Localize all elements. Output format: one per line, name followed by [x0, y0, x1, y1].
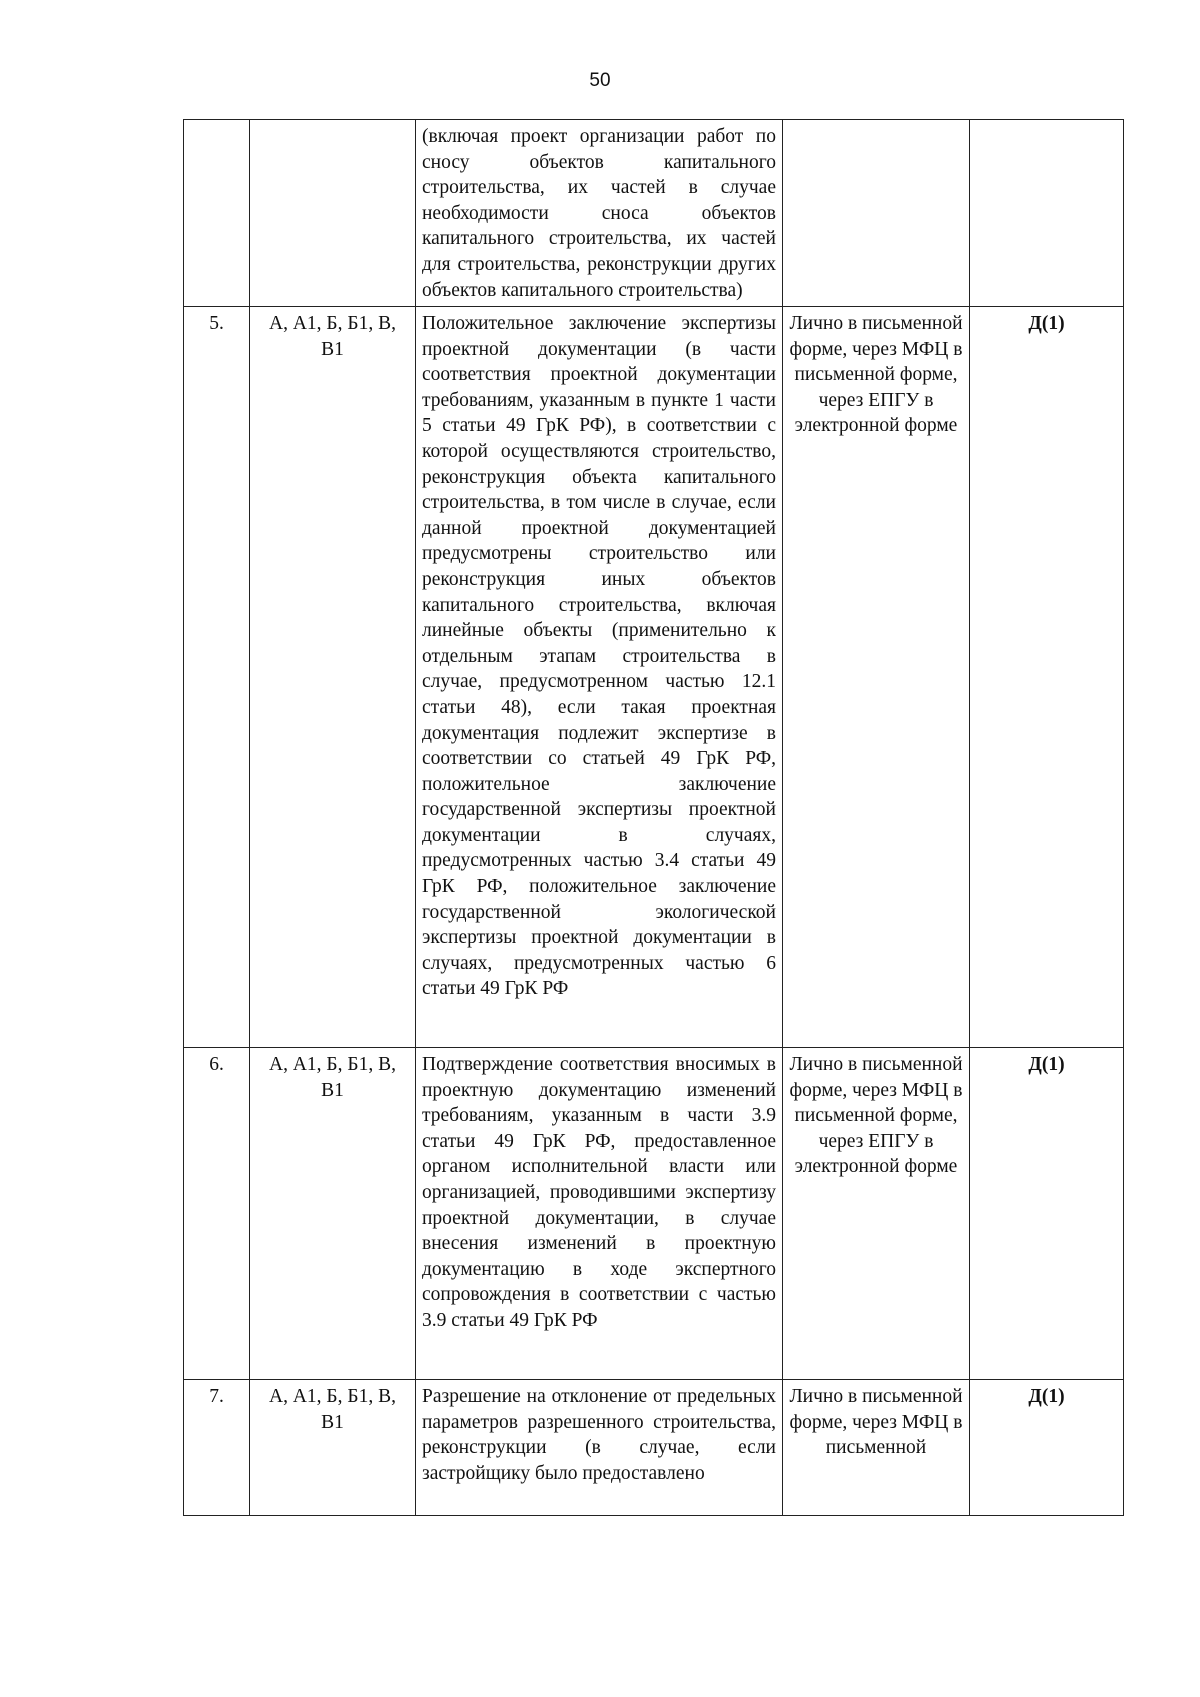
row-code [970, 120, 1124, 307]
row-method: Лично в письменной форме, через МФЦ в письменной форме, через ЕПГУ в электронной форме [783, 307, 970, 1048]
page-number: 50 [589, 70, 611, 91]
table-row [184, 1380, 1124, 1516]
row-code: Д(1) [970, 1380, 1124, 1516]
row-code: Д(1) [970, 1048, 1124, 1380]
row-number: 5. [184, 307, 250, 1048]
table-row [184, 307, 1124, 1048]
row-number [184, 120, 250, 307]
row-document: (включая проект организации работ по сносу объектов капитального строительства, их частей в случае необходимости сноса объектов капитального строительства, их частей для строительства, реконструкции других объектов капитального строительства) [416, 120, 783, 307]
row-method: Лично в письменной форме, через МФЦ в письменной [783, 1380, 970, 1516]
row-number: 6. [184, 1048, 250, 1380]
row-categories: А, А1, Б, Б1, В, В1 [250, 307, 416, 1048]
documents-table [183, 119, 1124, 1516]
table-row [184, 1048, 1124, 1380]
row-document: Подтверждение соответствия вносимых в проектную документацию изменений требованиям, указанным в части 3.9 статьи 49 ГрК РФ, предоставленное органом исполнительной власти или организацией, проводившими экспертизу проектной документации, в случае внесения изменений в проектную документацию в ходе экспертного сопровождения в соответствии с частью 3.9 статьи 49 ГрК РФ [416, 1048, 783, 1380]
row-method [783, 120, 970, 307]
row-categories: А, А1, Б, Б1, В, В1 [250, 1380, 416, 1516]
row-categories [250, 120, 416, 307]
row-categories: А, А1, Б, Б1, В, В1 [250, 1048, 416, 1380]
row-document: Разрешение на отклонение от предельных параметров разрешенного строительства, реконструкции (в случае, если застройщику было предоставлено [416, 1380, 783, 1516]
row-document: Положительное заключение экспертизы проектной документации (в части соответствия проектной документации требованиям, указанным в пункте 1 части 5 статьи 49 ГрК РФ), в соответствии с которой осуществляются строительство, реконструкция объекта капитального строительства, в том числе в случае, если данной проектной документацией предусмотрены строительство или реконструкция иных объектов капитального строительства, включая линейные объекты (применительно к отдельным этапам строительства в случае, предусмотренном частью 12.1 статьи 48), если такая проектная документация подлежит экспертизе в соответствии со статьей 49 ГрК РФ, положительное заключение государственной экспертизы проектной документации в случаях, предусмотренных частью 3.4 статьи 49 ГрК РФ, положительное заключение государственной экологической экспертизы проектной документации в случаях, предусмотренных частью 6 статьи 49 ГрК РФ [416, 307, 783, 1048]
row-method: Лично в письменной форме, через МФЦ в письменной форме, через ЕПГУ в электронной форме [783, 1048, 970, 1380]
row-code: Д(1) [970, 307, 1124, 1048]
table-row [184, 120, 1124, 307]
row-number: 7. [184, 1380, 250, 1516]
